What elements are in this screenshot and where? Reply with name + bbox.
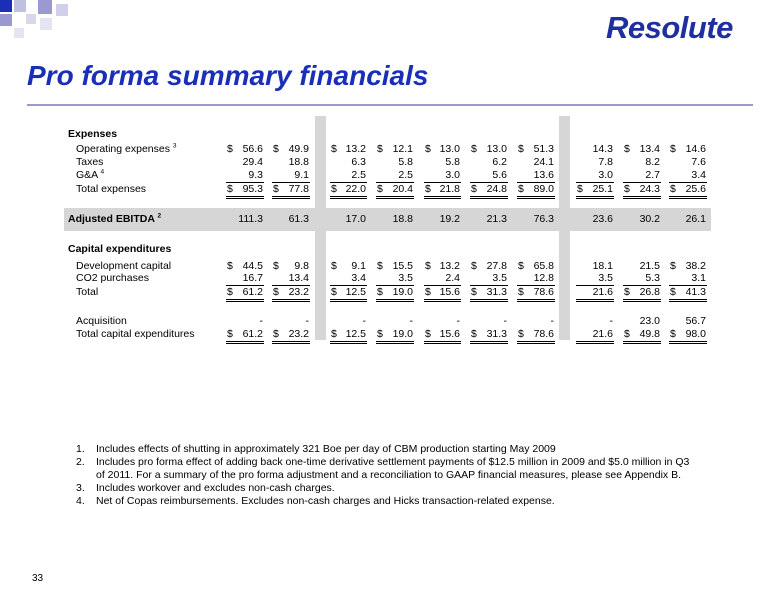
table-cell: 9.1 [351, 260, 366, 272]
cell-underline [576, 341, 614, 342]
dollar-sign: $ [331, 260, 337, 272]
footnote-number: 1. [76, 443, 85, 455]
table-cell: 18.8 [392, 213, 413, 225]
decor-square-1 [0, 0, 12, 12]
table-cell: 6.3 [351, 156, 366, 168]
footnote-text: Includes workover and excludes non-cash charges. [96, 482, 335, 494]
cell-double-underline [470, 343, 508, 344]
table-cell: 13.2 [439, 260, 460, 272]
dollar-sign: $ [227, 286, 233, 298]
table-cell: - [503, 315, 507, 327]
footnotes [76, 443, 696, 508]
dollar-sign: $ [471, 286, 477, 298]
decor-square-2 [0, 14, 12, 26]
table-cell: 18.1 [592, 260, 613, 272]
table-cell: 44.5 [242, 260, 263, 272]
cell-underline [424, 341, 461, 342]
dollar-sign: $ [471, 143, 477, 155]
cell-double-underline [576, 198, 614, 199]
dollar-sign: $ [273, 143, 279, 155]
dollar-sign: $ [471, 183, 477, 195]
section-capex: Capital expenditures [68, 243, 172, 255]
dollar-sign: $ [425, 286, 431, 298]
footnote-number: 4. [76, 495, 85, 507]
row-label-acq [76, 315, 127, 327]
table-cell: 3.4 [691, 169, 706, 181]
cell-double-underline [330, 301, 367, 302]
table-cell: 24.1 [533, 156, 554, 168]
dollar-sign: $ [670, 183, 676, 195]
row-label-text: CO2 purchases [76, 272, 149, 284]
row-label-total_exp [76, 183, 146, 195]
table-cell: - [259, 315, 263, 327]
cell-double-underline [669, 301, 707, 302]
cell-underline [669, 341, 707, 342]
table-cell: 21.6 [592, 286, 613, 298]
table-cell: 27.8 [486, 260, 507, 272]
table-cell: 5.6 [492, 169, 507, 181]
table-cell: 22.0 [345, 183, 366, 195]
dollar-sign: $ [471, 328, 477, 340]
dollar-sign: $ [377, 143, 383, 155]
table-cell: 98.0 [685, 328, 706, 340]
dollar-sign: $ [518, 260, 524, 272]
cell-underline [226, 341, 264, 342]
table-cell: 38.2 [685, 260, 706, 272]
table-cell: 56.6 [242, 143, 263, 155]
table-cell: 25.6 [685, 183, 706, 195]
table-cell: 31.3 [486, 286, 507, 298]
row-label-text: Development capital [76, 260, 172, 272]
dollar-sign: $ [425, 260, 431, 272]
table-cell: 18.8 [288, 156, 309, 168]
cell-underline [623, 299, 661, 300]
cell-underline [330, 341, 367, 342]
dollar-sign: $ [624, 143, 630, 155]
dollar-sign: $ [670, 328, 676, 340]
cell-double-underline [226, 343, 264, 344]
row-label-text: Total capital expenditures [76, 328, 195, 340]
table-cell: 14.6 [685, 143, 706, 155]
table-cell: - [362, 315, 366, 327]
table-cell: 15.6 [439, 286, 460, 298]
table-cell: 2.4 [445, 272, 460, 284]
table-cell: 76.3 [533, 213, 554, 225]
table-cell: 21.6 [592, 328, 613, 340]
dollar-sign: $ [273, 183, 279, 195]
table-cell: 5.8 [445, 156, 460, 168]
dollar-sign: $ [425, 183, 431, 195]
cell-double-underline [272, 198, 310, 199]
cell-underline [576, 299, 614, 300]
ebitda-label-text: Adjusted EBITDA [68, 213, 155, 225]
cell-double-underline [623, 301, 661, 302]
cell-underline [376, 341, 414, 342]
dollar-sign: $ [518, 286, 524, 298]
table-cell: 89.0 [533, 183, 554, 195]
table-cell: 21.5 [639, 260, 660, 272]
cell-underline [330, 299, 367, 300]
cell-double-underline [330, 343, 367, 344]
table-cell: 49.8 [639, 328, 660, 340]
table-cell: - [456, 315, 460, 327]
cell-double-underline [517, 301, 555, 302]
cell-underline [330, 196, 367, 197]
footnote-text: Net of Copas reimbursements. Excludes non-cash charges and Hicks transaction-related expense. [96, 495, 555, 507]
dollar-sign: $ [425, 328, 431, 340]
cell-underline [576, 196, 614, 197]
title-divider [27, 104, 753, 106]
decor-square-3 [14, 0, 26, 12]
table-cell: - [409, 315, 413, 327]
cell-underline [424, 196, 461, 197]
cell-double-underline [424, 343, 461, 344]
table-cell: 61.3 [288, 213, 309, 225]
cell-underline [669, 196, 707, 197]
table-cell: - [305, 315, 309, 327]
table-cell: 78.6 [533, 328, 554, 340]
cell-underline [517, 341, 555, 342]
ebitda-footnote-ref: 2 [157, 212, 162, 220]
footnote-4 [76, 495, 696, 508]
dollar-sign: $ [624, 286, 630, 298]
table-cell: 3.1 [691, 272, 706, 284]
cell-double-underline [272, 343, 310, 344]
dollar-sign: $ [518, 143, 524, 155]
cell-double-underline [517, 343, 555, 344]
cell-underline [272, 196, 310, 197]
cell-underline [470, 299, 508, 300]
dollar-sign: $ [227, 143, 233, 155]
resolute-logo: Resolute [606, 10, 733, 45]
cell-double-underline [517, 198, 555, 199]
cell-double-underline [272, 301, 310, 302]
table-cell: 7.8 [598, 156, 613, 168]
table-cell: 3.5 [492, 272, 507, 284]
table-cell: 3.0 [445, 169, 460, 181]
table-cell: 65.8 [533, 260, 554, 272]
table-cell: 2.7 [645, 169, 660, 181]
dollar-sign: $ [624, 183, 630, 195]
table-cell: 13.0 [486, 143, 507, 155]
row-label-ebitda [68, 213, 161, 225]
table-cell: 12.5 [345, 328, 366, 340]
table-cell: 111.3 [238, 213, 263, 225]
table-cell: 13.4 [639, 143, 660, 155]
cell-underline [226, 299, 264, 300]
footnote-1 [76, 443, 696, 456]
table-cell: - [550, 315, 554, 327]
table-cell: 13.2 [345, 143, 366, 155]
dollar-sign: $ [670, 143, 676, 155]
table-cell: - [609, 315, 613, 327]
table-cell: 26.1 [685, 213, 706, 225]
cell-double-underline [226, 301, 264, 302]
table-cell: 21.3 [486, 213, 507, 225]
table-cell: 2.5 [351, 169, 366, 181]
decor-square-8 [56, 4, 68, 16]
dollar-sign: $ [273, 260, 279, 272]
table-cell: 13.0 [439, 143, 460, 155]
table-cell: 61.2 [242, 286, 263, 298]
dollar-sign: $ [471, 260, 477, 272]
cell-underline [272, 341, 310, 342]
dollar-sign: $ [331, 328, 337, 340]
table-cell: 77.8 [288, 183, 309, 195]
dollar-sign: $ [425, 143, 431, 155]
dollar-sign: $ [227, 183, 233, 195]
table-cell: 14.3 [592, 143, 613, 155]
table-cell: 26.8 [639, 286, 660, 298]
table-cell: 23.2 [288, 328, 309, 340]
footnote-text: Includes effects of shutting in approximately 321 Boe per day of CBM production starting May 2009 [96, 443, 556, 455]
table-cell: 3.5 [598, 272, 613, 284]
table-cell: 61.2 [242, 328, 263, 340]
footnote-number: 3. [76, 482, 85, 494]
cell-double-underline [576, 301, 614, 302]
table-cell: 9.8 [294, 260, 309, 272]
cell-double-underline [330, 198, 367, 199]
cell-double-underline [376, 301, 414, 302]
table-cell: 5.3 [645, 272, 660, 284]
row-label-text: Taxes [76, 156, 104, 168]
cell-double-underline [470, 301, 508, 302]
row-label-text: Operating expenses [76, 143, 170, 155]
row-label-total_capex [76, 328, 195, 340]
table-cell: 20.4 [392, 183, 413, 195]
dollar-sign: $ [273, 286, 279, 298]
section-expenses: Expenses [68, 128, 118, 140]
dollar-sign: $ [227, 260, 233, 272]
decor-square-7 [40, 18, 52, 30]
row-label-opex [76, 143, 177, 155]
row-label-dev [76, 260, 171, 272]
row-footnote-ref: 4 [100, 168, 105, 176]
table-cell: 19.0 [392, 286, 413, 298]
table-cell: 29.4 [242, 156, 263, 168]
cell-double-underline [376, 343, 414, 344]
table-cell: 30.2 [639, 213, 660, 225]
row-label-ga [76, 169, 104, 181]
dollar-sign: $ [331, 183, 337, 195]
table-cell: 2.5 [398, 169, 413, 181]
footnote-2 [76, 456, 696, 482]
table-cell: 24.8 [486, 183, 507, 195]
cell-double-underline [376, 198, 414, 199]
dollar-sign: $ [670, 260, 676, 272]
decor-square-5 [38, 0, 52, 14]
row-label-text: G&A [76, 169, 98, 181]
table-cell: 13.6 [533, 169, 554, 181]
cell-double-underline [424, 198, 461, 199]
dollar-sign: $ [273, 328, 279, 340]
dollar-sign: $ [227, 328, 233, 340]
cell-double-underline [576, 343, 614, 344]
page-number: 33 [32, 573, 44, 584]
table-cell: 31.3 [486, 328, 507, 340]
cell-underline [376, 299, 414, 300]
table-cell: 56.7 [685, 315, 706, 327]
footnote-3 [76, 482, 696, 495]
decor-square-4 [26, 14, 36, 24]
row-label-taxes [76, 156, 103, 168]
dollar-sign: $ [377, 286, 383, 298]
table-cell: 3.0 [598, 169, 613, 181]
cell-underline [272, 299, 310, 300]
table-cell: 15.6 [439, 328, 460, 340]
cell-double-underline [623, 343, 661, 344]
row-label-total [76, 286, 98, 298]
table-cell: 12.1 [392, 143, 413, 155]
row-label-text: Total expenses [76, 183, 147, 195]
table-cell: 8.2 [645, 156, 660, 168]
row-label-co2 [76, 272, 149, 284]
row-label-text: Acquisition [76, 315, 127, 327]
table-cell: 16.7 [242, 272, 263, 284]
dollar-sign: $ [518, 328, 524, 340]
dollar-sign: $ [331, 143, 337, 155]
cell-underline [470, 196, 508, 197]
dollar-sign: $ [377, 183, 383, 195]
cell-underline [424, 299, 461, 300]
table-cell: 19.0 [392, 328, 413, 340]
table-cell: 95.3 [242, 183, 263, 195]
table-cell: 23.0 [639, 315, 660, 327]
cell-underline [623, 196, 661, 197]
table-cell: 19.2 [439, 213, 460, 225]
table-cell: 3.4 [351, 272, 366, 284]
dollar-sign: $ [624, 328, 630, 340]
cell-double-underline [226, 198, 264, 199]
cell-double-underline [424, 301, 461, 302]
table-cell: 41.3 [685, 286, 706, 298]
page-title: Pro forma summary financials [27, 60, 429, 91]
cell-underline [517, 196, 555, 197]
table-cell: 13.4 [288, 272, 309, 284]
cell-underline [376, 196, 414, 197]
cell-underline [623, 341, 661, 342]
dollar-sign: $ [670, 286, 676, 298]
row-footnote-ref: 3 [172, 142, 177, 150]
table-cell: 21.8 [439, 183, 460, 195]
table-cell: 25.1 [592, 183, 613, 195]
table-cell: 78.6 [533, 286, 554, 298]
cell-double-underline [669, 198, 707, 199]
dollar-sign: $ [377, 260, 383, 272]
table-cell: 24.3 [639, 183, 660, 195]
table-cell: 51.3 [533, 143, 554, 155]
table-cell: 6.2 [492, 156, 507, 168]
table-cell: 49.9 [288, 143, 309, 155]
footnote-number: 2. [76, 456, 85, 468]
table-cell: 23.6 [592, 213, 613, 225]
table-cell: 9.3 [248, 169, 263, 181]
table-cell: 23.2 [288, 286, 309, 298]
table-cell: 17.0 [345, 213, 366, 225]
table-cell: 5.8 [398, 156, 413, 168]
table-cell: 9.1 [294, 169, 309, 181]
cell-underline [669, 299, 707, 300]
table-cell: 3.5 [398, 272, 413, 284]
cell-underline [226, 196, 264, 197]
cell-double-underline [669, 343, 707, 344]
cell-double-underline [623, 198, 661, 199]
decor-square-6 [14, 28, 24, 38]
footnote-text: Includes pro forma effect of adding back one-time derivative settlement payments of $12.5 million in 2009 and $5.0 million in Q3 of 2011. For a summary of the pro forma adjustment and a reconciliation to GAAP financial measures, please see Appendix B. [96, 456, 690, 481]
table-cell: 12.5 [345, 286, 366, 298]
dollar-sign: $ [331, 286, 337, 298]
cell-underline [517, 299, 555, 300]
dollar-sign: $ [377, 328, 383, 340]
table-cell: 12.8 [533, 272, 554, 284]
cell-underline [470, 341, 508, 342]
dollar-sign: $ [577, 183, 583, 195]
table-cell: 7.6 [691, 156, 706, 168]
table-cell: 15.5 [392, 260, 413, 272]
dollar-sign: $ [518, 183, 524, 195]
row-label-text: Total [76, 286, 99, 298]
cell-double-underline [470, 198, 508, 199]
